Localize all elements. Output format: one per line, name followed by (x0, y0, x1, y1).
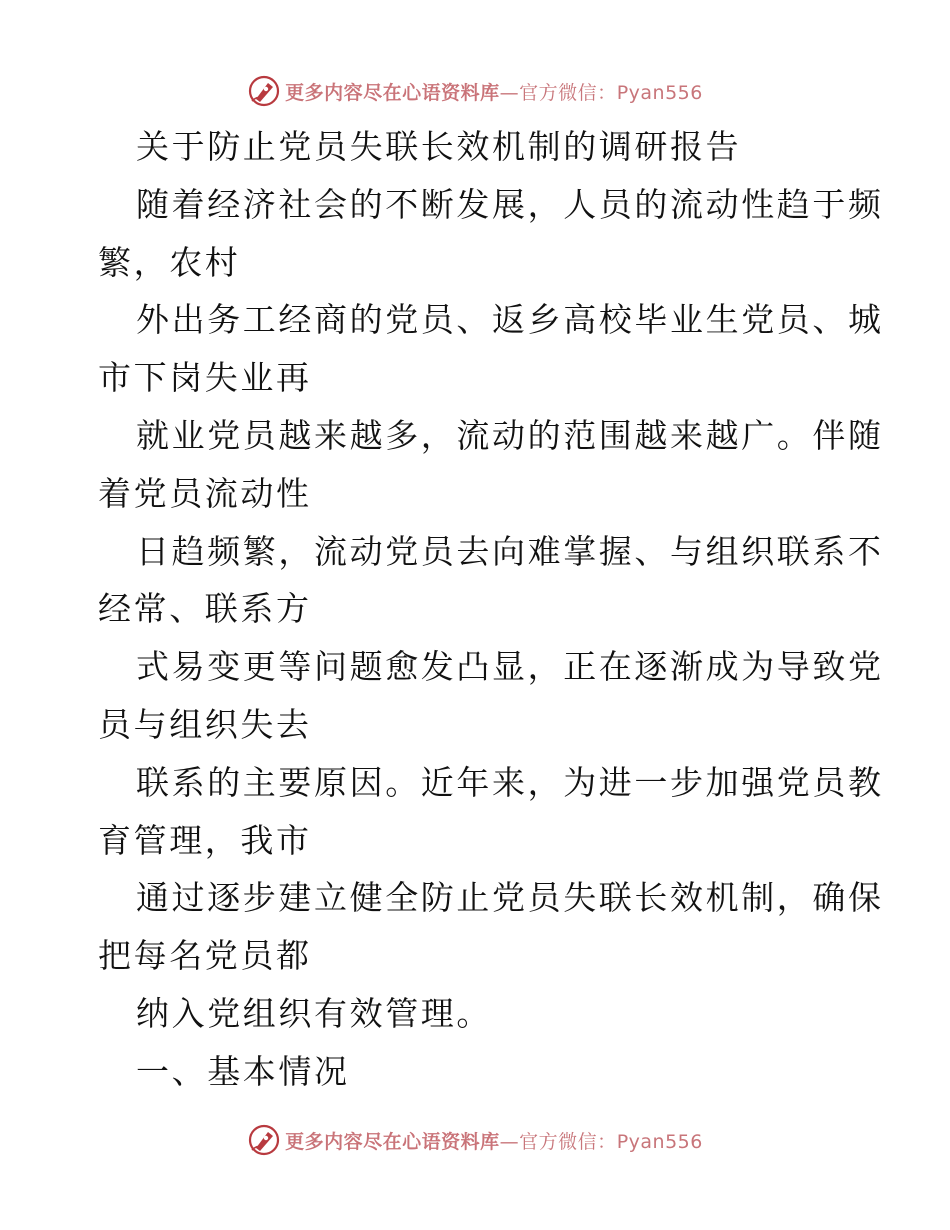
header-watermark (0, 71, 950, 111)
paragraph-line: 市下岗失业再 (98, 358, 312, 398)
footer-wechat-id: Pyan556 (616, 1130, 703, 1153)
paragraph-line: 联系的主要原因。近年来，为进一步加强党员教 (136, 762, 884, 802)
paragraph-line: 一、基本情况 (136, 1051, 350, 1091)
header-wechat-label: 官方微信： (519, 81, 617, 104)
paragraph-line: 繁，农村 (98, 242, 241, 282)
paragraph-line: 日趋频繁，流动党员去向难掌握、与组织联系不 (136, 531, 884, 571)
paragraph-line: 式易变更等问题愈发凸显，正在逐渐成为导致党 (136, 647, 884, 687)
paragraph-line: 就业党员越来越多，流动的范围越来越广。伴随 (136, 415, 884, 455)
document-body (98, 118, 884, 1101)
paragraph-line: 把每名党员都 (98, 936, 312, 976)
paragraph-line: 育管理，我市 (98, 820, 312, 860)
header-separator: — (499, 81, 520, 104)
header-brand: 更多内容尽在心语资料库 (285, 81, 500, 104)
footer-separator: — (499, 1130, 520, 1153)
document-title: 关于防止党员失联长效机制的调研报告 (136, 127, 742, 166)
footer-brand: 更多内容尽在心语资料库 (285, 1130, 500, 1153)
paragraph-line: 纳入党组织有效管理。 (136, 993, 492, 1033)
footer-watermark (0, 1120, 950, 1160)
header-wechat-id: Pyan556 (616, 81, 703, 104)
pen-nib-logo-icon (247, 1123, 281, 1157)
paragraph-line: 随着经济社会的不断发展，人员的流动性趋于频 (136, 184, 884, 224)
paragraph-line: 外出务工经商的党员、返乡高校毕业生党员、城 (136, 300, 884, 340)
paragraph-line: 经常、联系方 (98, 589, 312, 629)
paragraph-line: 通过逐步建立健全防止党员失联长效机制，确保 (136, 878, 884, 918)
footer-watermark-text (285, 1127, 703, 1154)
pen-nib-logo-icon (247, 74, 281, 108)
paragraph-line: 着党员流动性 (98, 473, 312, 513)
paragraph-line: 员与组织失去 (98, 704, 312, 744)
footer-wechat-label: 官方微信： (519, 1130, 617, 1153)
header-watermark-text (285, 78, 703, 105)
